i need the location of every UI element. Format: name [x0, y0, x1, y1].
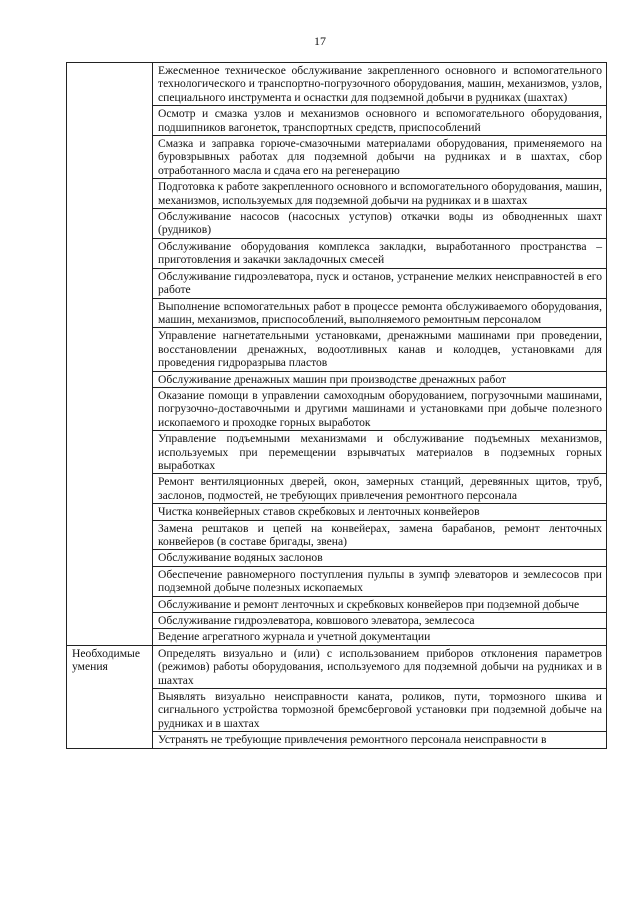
- table-cell-item: Обслуживание гидроэлеватора, пуск и останов, устранение мелких неисправностей в его работе: [153, 268, 607, 298]
- table-cell-item: Выявлять визуально неисправности каната, роликов, пути, тормозного шкива и сигнального устройства тормозной бремсберговой установки при подземной добыче на рудниках и в шахтах: [153, 689, 607, 732]
- table-cell-item: Смазка и заправка горюче-смазочными материалами оборудования, применяемого на буровзрывных работах для подземной добычи на рудниках и в шахтах, сбор отработанного масла и сдача его на регенерацию: [153, 136, 607, 179]
- table-cell-item: Обслуживание водяных заслонов: [153, 550, 607, 566]
- table-cell-item: Устранять не требующие привлечения ремонтного персонала неисправности в: [153, 732, 607, 748]
- table-cell-item: Управление подъемными механизмами и обслуживание подъемных механизмов, используемых при перемещении взрывчатых материалов в подземных горных выработках: [153, 431, 607, 474]
- table-cell-item: Определять визуально и (или) с использованием приборов отклонения параметров (режимов) работы оборудования, используемого для подземной добычи на рудниках и в шахтах: [153, 645, 607, 688]
- table-cell-item: Подготовка к работе закрепленного основного и вспомогательного оборудования, машин, механизмов, используемых для подземной добычи на рудниках и в шахтах: [153, 179, 607, 209]
- table-cell-item: Ведение агрегатного журнала и учетной документации: [153, 629, 607, 645]
- table-cell-item: Обслуживание дренажных машин при производстве дренажных работ: [153, 371, 607, 387]
- table-cell-item: Чистка конвейерных ставов скребковых и ленточных конвейеров: [153, 504, 607, 520]
- table-cell-item: Обслуживание гидроэлеватора, ковшового элеватора, землесоса: [153, 613, 607, 629]
- section-label: [67, 63, 153, 646]
- table-cell-item: Обслуживание и ремонт ленточных и скребковых конвейеров при подземной добыче: [153, 596, 607, 612]
- table-cell-item: Управление нагнетательными установками, дренажными машинами при проведении, восстановлении дренажных, водоотливных канав и колодцев, установками для проведения гидроразрыва пластов: [153, 328, 607, 371]
- labor-functions-table: [66, 62, 607, 749]
- table-cell-item: Обслуживание насосов (насосных уступов) откачки воды из обводненных шахт (рудников): [153, 209, 607, 239]
- table-row: [67, 645, 607, 688]
- table-cell-item: Обеспечение равномерного поступления пульпы в зумпф элеваторов и землесосов при подземной добыче полезных ископаемых: [153, 566, 607, 596]
- table-cell-item: Оказание помощи в управлении самоходным оборудованием, погрузочными машинами, погрузочно-доставочными и другими машинами и установками при добыче полезного ископаемого и проходке горных выработок: [153, 387, 607, 430]
- page-number: 17: [314, 34, 326, 48]
- table-row: [67, 63, 607, 106]
- table-cell-item: Ремонт вентиляционных дверей, окон, замерных станций, деревянных щитов, труб, заслонов, подмостей, не требующих привлечения ремонтного персонала: [153, 474, 607, 504]
- table-cell-item: Выполнение вспомогательных работ в процессе ремонта обслуживаемого оборудования, машин, механизмов, приспособлений, выполняемого ремонтным персоналом: [153, 298, 607, 328]
- table-cell-item: Осмотр и смазка узлов и механизмов основного и вспомогательного оборудования, подшипников вагонеток, транспортных средств, приспособлений: [153, 106, 607, 136]
- table-cell-item: Замена рештаков и цепей на конвейерах, замена барабанов, ремонт ленточных конвейеров (в составе бригады, звена): [153, 520, 607, 550]
- table-cell-item: Ежесменное техническое обслуживание закрепленного основного и вспомогательного технологического и транспортно-погрузочного оборудования, машин, механизмов, узлов, специального инструмента и оснастки для подземной добычи в рудниках (шахтах): [153, 63, 607, 106]
- table-cell-item: Обслуживание оборудования комплекса закладки, выработанного пространства – приготовления и закачки закладочных смесей: [153, 238, 607, 268]
- section-label: Необходимые умения: [67, 645, 153, 748]
